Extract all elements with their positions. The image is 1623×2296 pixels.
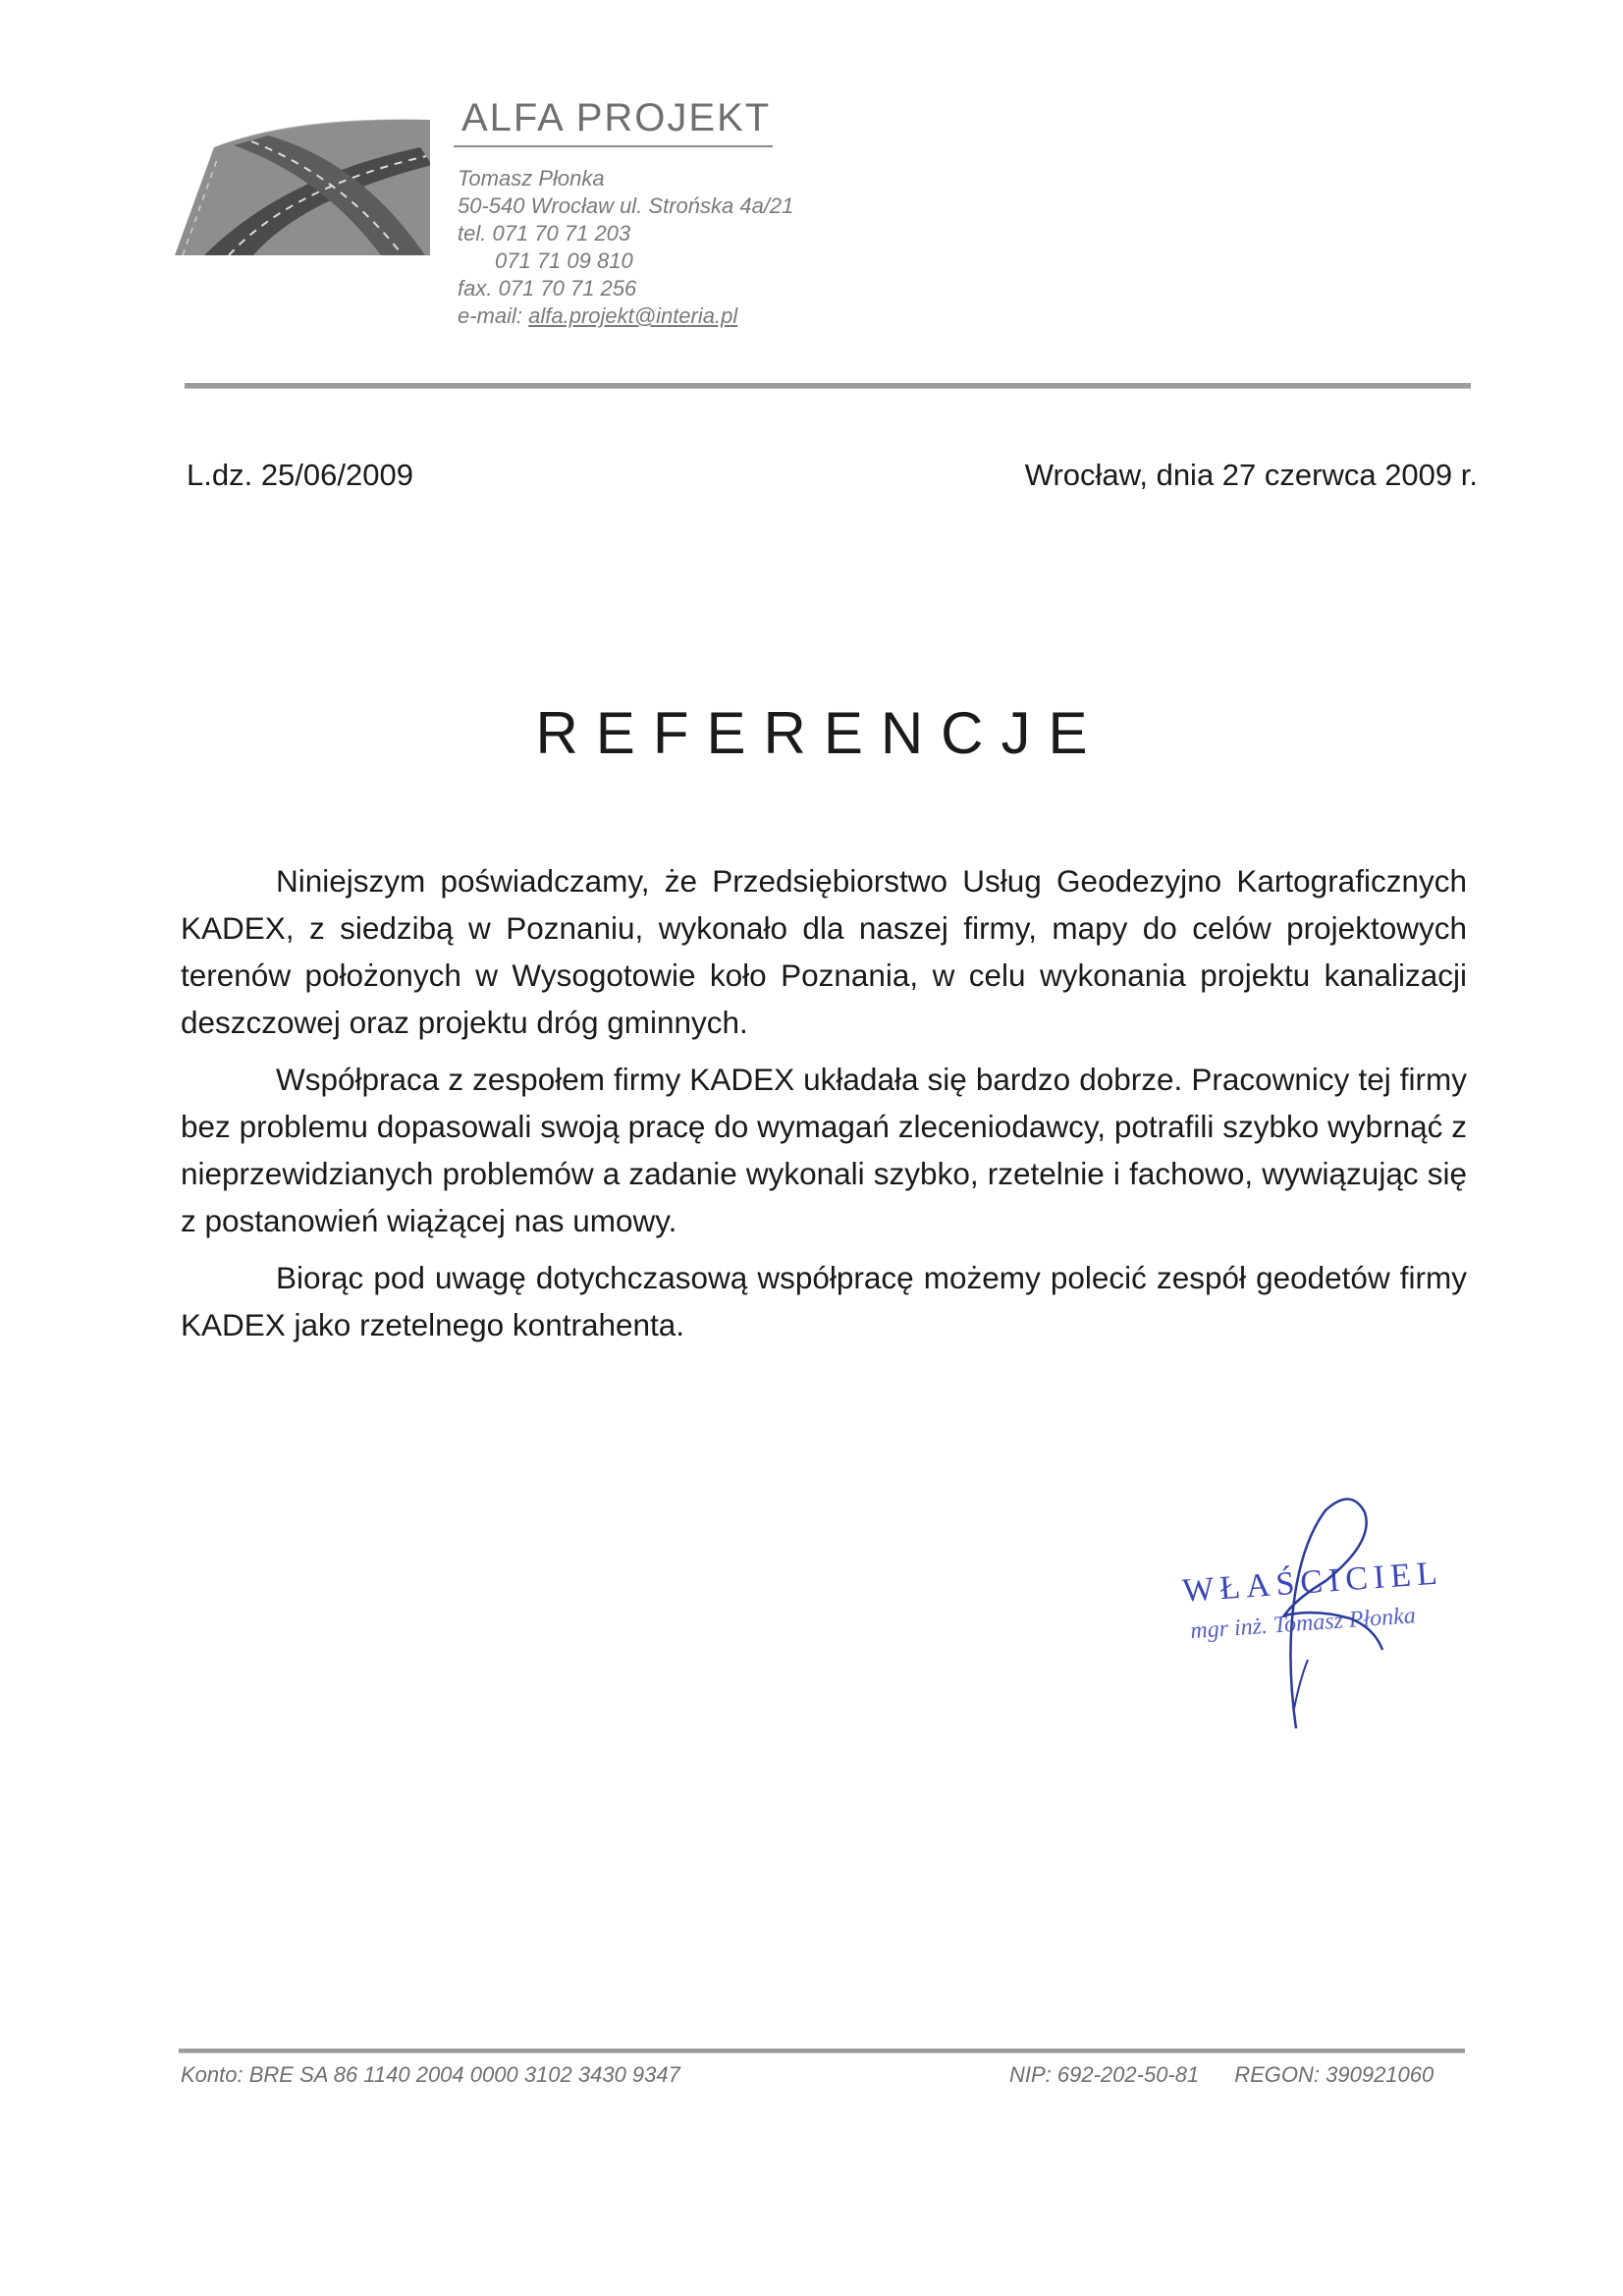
owner-stamp-signature: [1178, 1483, 1492, 1738]
company-name-underline: [454, 145, 773, 147]
nip-number: NIP: 692-202-50-81: [1009, 2062, 1200, 2087]
paragraph-3: Biorąc pod uwagę dotychczasową współpracę możemy polecić zespół geodetów firmy KADEX jako rzetelnego kontrahenta.: [181, 1260, 1467, 1342]
svg-text:mgr inż. Tomasz Płonka: mgr inż. Tomasz Płonka: [1189, 1603, 1417, 1645]
contact-block: [458, 165, 793, 330]
letter-body: [181, 857, 1467, 1358]
regon-number: REGON: 390921060: [1234, 2062, 1434, 2087]
email-link[interactable]: alfa.projekt@interia.pl: [528, 303, 738, 328]
fax: fax. 071 70 71 256: [458, 276, 637, 301]
bank-account: Konto: BRE SA 86 1140 2004 0000 3102 3430 9347: [181, 2062, 680, 2087]
place-and-date: Wrocław, dnia 27 czerwca 2009 r.: [1024, 458, 1478, 492]
owner-name: Tomasz Płonka: [458, 166, 605, 191]
company-name: ALFA PROJEKT: [461, 96, 772, 139]
address: 50-540 Wrocław ul. Strońska 4a/21: [458, 193, 794, 218]
header-divider: [185, 383, 1471, 389]
alfa-projekt-logo: [175, 108, 430, 255]
paragraph-1: Niniejszym poświadczamy, że Przedsiębiorstwo Usług Geodezyjno Kartograficznych KADEX, z siedzibą w Poznaniu, wykonało dla naszej firmy, mapy do celów projektowych terenów położonych w Wysogotowie koło Poznania, w celu wykonania projektu kanalizacji deszczowej oraz projektu dróg gminnych.: [181, 863, 1467, 1040]
tax-ids: [1009, 2062, 1434, 2088]
document-title: REFERENCJE: [535, 700, 1106, 766]
footer-divider: [179, 2049, 1465, 2053]
reference-number: L.dz. 25/06/2009: [187, 458, 413, 492]
svg-text:WŁAŚCICIEL: WŁAŚCICIEL: [1181, 1555, 1444, 1610]
email-line: [458, 302, 793, 330]
phone-1: tel. 071 70 71 203: [458, 221, 631, 246]
paragraph-2: Współpraca z zespołem firmy KADEX układała się bardzo dobrze. Pracownicy tej firmy bez problemu dopasowali swoją pracę do wymagań zleceniodawcy, potrafili szybko wybrnąć z nieprzewidzianych problemów a zadanie wykonali szybko, rzetelnie i fachowo, wywiązując się z postanowień wiążącej nas umowy.: [181, 1062, 1467, 1238]
email-label: e-mail:: [458, 303, 529, 328]
phone-2: 071 71 09 810: [495, 248, 633, 273]
